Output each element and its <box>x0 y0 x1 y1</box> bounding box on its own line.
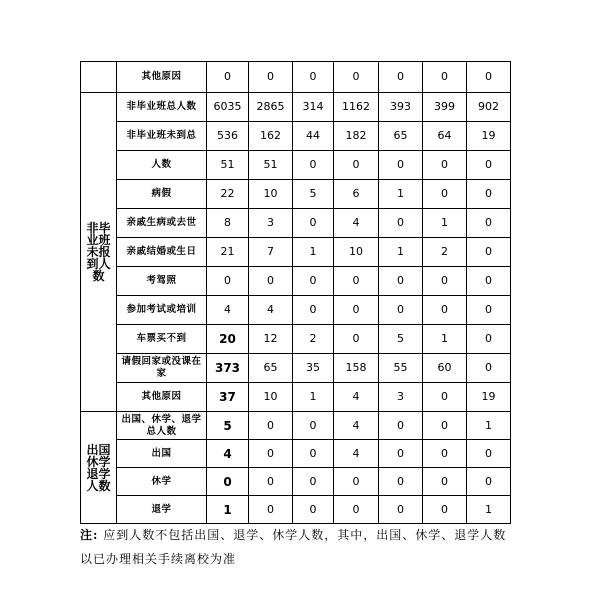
note-text: 应到人数不包括出国、退学、休学人数，其中，出国、休学、退学人数以已办理相关手续离校为准 <box>80 528 507 566</box>
category-label: 出国休学退学人数 <box>86 442 111 493</box>
value-cell: 0 <box>293 267 334 296</box>
value-cell: 0 <box>423 496 467 524</box>
category-cell <box>81 93 117 412</box>
value-cell: 0 <box>293 412 334 440</box>
table-row <box>81 180 511 209</box>
value-cell: 10 <box>249 383 293 412</box>
value-cell: 6035 <box>207 93 249 122</box>
value-cell: 2865 <box>249 93 293 122</box>
value-cell: 1 <box>467 496 511 524</box>
value-cell: 44 <box>293 122 334 151</box>
table-row <box>81 440 511 468</box>
value-cell: 4 <box>207 440 249 468</box>
value-cell: 0 <box>379 412 423 440</box>
value-cell: 0 <box>423 383 467 412</box>
value-cell: 0 <box>334 267 379 296</box>
row-label: 亲戚结婚或生日 <box>117 238 207 267</box>
value-cell: 0 <box>379 496 423 524</box>
value-cell: 12 <box>249 325 293 354</box>
value-cell: 7 <box>249 238 293 267</box>
value-cell: 0 <box>467 62 511 93</box>
row-label: 参加考试或培训 <box>117 296 207 325</box>
value-cell: 2 <box>423 238 467 267</box>
value-cell: 0 <box>249 267 293 296</box>
value-cell: 0 <box>467 267 511 296</box>
value-cell: 1 <box>467 412 511 440</box>
value-cell: 1 <box>379 180 423 209</box>
row-label: 其他原因 <box>117 62 207 93</box>
table-row <box>81 354 511 383</box>
value-cell: 5 <box>293 180 334 209</box>
row-label: 病假 <box>117 180 207 209</box>
value-cell: 37 <box>207 383 249 412</box>
value-cell: 6 <box>334 180 379 209</box>
value-cell: 0 <box>467 238 511 267</box>
value-cell: 0 <box>379 151 423 180</box>
value-cell: 5 <box>207 412 249 440</box>
value-cell: 0 <box>423 62 467 93</box>
table-row <box>81 93 511 122</box>
value-cell: 399 <box>423 93 467 122</box>
value-cell: 19 <box>467 383 511 412</box>
value-cell: 0 <box>334 151 379 180</box>
value-cell: 0 <box>467 180 511 209</box>
table-row <box>81 238 511 267</box>
row-label: 考驾照 <box>117 267 207 296</box>
value-cell: 4 <box>334 383 379 412</box>
value-cell: 0 <box>249 62 293 93</box>
row-label: 非毕业班未到总 <box>117 122 207 151</box>
value-cell: 4 <box>249 296 293 325</box>
value-cell: 35 <box>293 354 334 383</box>
value-cell: 60 <box>423 354 467 383</box>
value-cell: 0 <box>293 209 334 238</box>
value-cell: 4 <box>334 209 379 238</box>
value-cell: 373 <box>207 354 249 383</box>
row-label: 出国 <box>117 440 207 468</box>
value-cell: 64 <box>423 122 467 151</box>
value-cell: 0 <box>423 151 467 180</box>
value-cell: 0 <box>379 296 423 325</box>
value-cell: 0 <box>379 267 423 296</box>
value-cell: 0 <box>249 412 293 440</box>
value-cell: 1162 <box>334 93 379 122</box>
table-row <box>81 62 511 93</box>
value-cell: 0 <box>293 440 334 468</box>
value-cell: 0 <box>423 267 467 296</box>
value-cell: 4 <box>334 440 379 468</box>
value-cell: 1 <box>207 496 249 524</box>
value-cell: 0 <box>467 440 511 468</box>
value-cell: 0 <box>207 267 249 296</box>
value-cell: 536 <box>207 122 249 151</box>
value-cell: 0 <box>423 180 467 209</box>
value-cell: 0 <box>379 209 423 238</box>
value-cell: 65 <box>379 122 423 151</box>
table-row <box>81 122 511 151</box>
value-cell: 3 <box>249 209 293 238</box>
value-cell: 4 <box>207 296 249 325</box>
note-prefix: 注: <box>80 528 99 542</box>
row-label: 出国、休学、退学总人数 <box>117 412 207 440</box>
value-cell: 0 <box>207 468 249 496</box>
value-cell: 0 <box>293 296 334 325</box>
value-cell: 65 <box>249 354 293 383</box>
value-cell: 20 <box>207 325 249 354</box>
value-cell: 5 <box>379 325 423 354</box>
value-cell: 22 <box>207 180 249 209</box>
value-cell: 393 <box>379 93 423 122</box>
value-cell: 0 <box>423 468 467 496</box>
value-cell: 0 <box>423 440 467 468</box>
value-cell: 51 <box>249 151 293 180</box>
table-row <box>81 151 511 180</box>
row-label: 退学 <box>117 496 207 524</box>
value-cell: 1 <box>379 238 423 267</box>
category-cell <box>81 412 117 524</box>
value-cell: 0 <box>293 151 334 180</box>
value-cell: 0 <box>334 325 379 354</box>
value-cell: 0 <box>467 325 511 354</box>
table-row <box>81 267 511 296</box>
value-cell: 1 <box>293 238 334 267</box>
value-cell: 0 <box>334 468 379 496</box>
value-cell: 0 <box>379 440 423 468</box>
value-cell: 0 <box>334 62 379 93</box>
value-cell: 182 <box>334 122 379 151</box>
value-cell: 10 <box>249 180 293 209</box>
row-label: 亲戚生病或去世 <box>117 209 207 238</box>
value-cell: 3 <box>379 383 423 412</box>
value-cell: 19 <box>467 122 511 151</box>
value-cell: 0 <box>423 412 467 440</box>
value-cell: 0 <box>293 468 334 496</box>
value-cell: 0 <box>249 496 293 524</box>
value-cell: 0 <box>467 209 511 238</box>
category-cell-empty <box>81 62 117 93</box>
value-cell: 51 <box>207 151 249 180</box>
category-label: 非毕业班未报到人数 <box>86 221 111 283</box>
row-label: 非毕业班总人数 <box>117 93 207 122</box>
value-cell: 162 <box>249 122 293 151</box>
table-row <box>81 468 511 496</box>
table-row <box>81 209 511 238</box>
value-cell: 8 <box>207 209 249 238</box>
table-row <box>81 496 511 524</box>
value-cell: 0 <box>293 62 334 93</box>
row-label: 人数 <box>117 151 207 180</box>
table-row <box>81 383 511 412</box>
value-cell: 0 <box>379 468 423 496</box>
value-cell: 2 <box>293 325 334 354</box>
row-label: 请假回家或没课在家 <box>117 354 207 383</box>
value-cell: 55 <box>379 354 423 383</box>
value-cell: 0 <box>467 151 511 180</box>
table-row <box>81 325 511 354</box>
value-cell: 21 <box>207 238 249 267</box>
table-row <box>81 412 511 440</box>
statistics-table <box>80 61 511 524</box>
value-cell: 0 <box>423 296 467 325</box>
value-cell: 0 <box>249 440 293 468</box>
footnote <box>80 523 510 571</box>
value-cell: 0 <box>379 62 423 93</box>
table-row <box>81 296 511 325</box>
value-cell: 0 <box>467 468 511 496</box>
value-cell: 0 <box>334 296 379 325</box>
value-cell: 0 <box>467 354 511 383</box>
value-cell: 0 <box>207 62 249 93</box>
row-label: 其他原因 <box>117 383 207 412</box>
value-cell: 314 <box>293 93 334 122</box>
value-cell: 0 <box>467 296 511 325</box>
value-cell: 158 <box>334 354 379 383</box>
value-cell: 1 <box>423 209 467 238</box>
value-cell: 0 <box>334 496 379 524</box>
value-cell: 4 <box>334 412 379 440</box>
value-cell: 10 <box>334 238 379 267</box>
value-cell: 1 <box>293 383 334 412</box>
row-label: 休学 <box>117 468 207 496</box>
row-label: 车票买不到 <box>117 325 207 354</box>
table-body <box>81 62 511 524</box>
value-cell: 0 <box>293 496 334 524</box>
value-cell: 0 <box>249 468 293 496</box>
value-cell: 1 <box>423 325 467 354</box>
value-cell: 902 <box>467 93 511 122</box>
